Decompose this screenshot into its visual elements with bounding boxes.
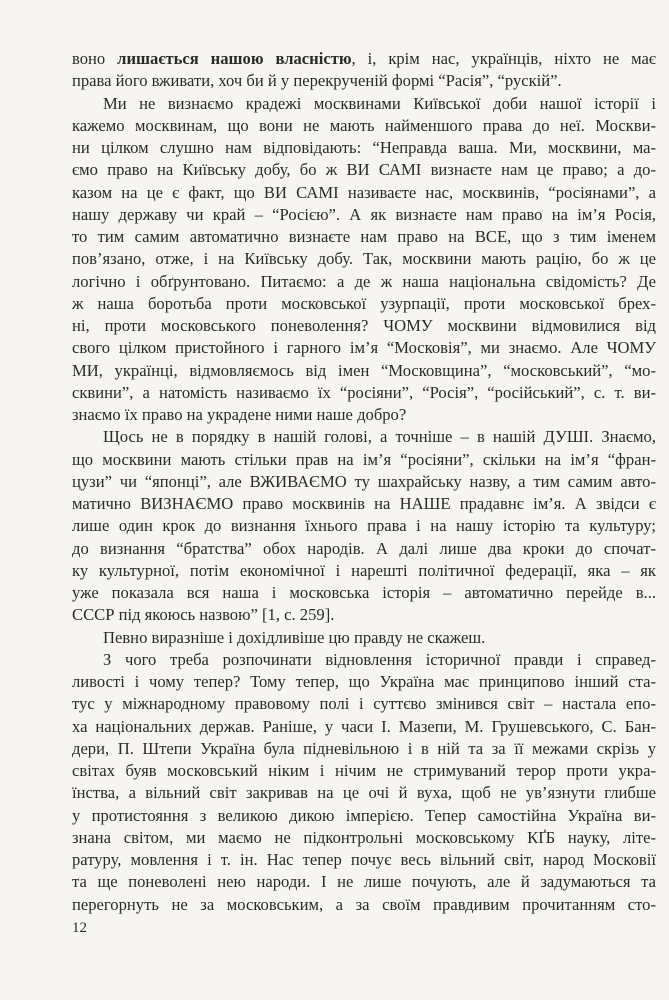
text-line: З чого треба розпочинати відновлення історичної правди і справед-: [103, 649, 656, 669]
text-segment: , і, крім нас, українців, ніхто не має: [351, 49, 656, 68]
text-line: уже показала вся наша і московська історія – автоматично перейде в...: [72, 583, 656, 602]
text-line: казом на це є факт, що ВИ САМІ називаєте нас, москвинів, “росіянами”, а: [72, 182, 656, 202]
text-line: логічно і обґрунтовано. Питаємо: а де ж наша національна свідомість? Де: [72, 271, 656, 291]
text-line: у протистояння з великою дикою імперією. Тепер самостійна Україна ви-: [72, 805, 656, 825]
paragraph: [72, 627, 656, 649]
text-line: пов’язано, отже, і на Київську добу. Так, москвини мають рацію, бо ж це: [72, 249, 656, 269]
text-line: СССР під якоюсь назвою” [1, с. 259].: [72, 605, 335, 625]
page-body-text: [72, 48, 656, 916]
text-line: Ми не визнаємо крадежі москвинами Київської доби нашої історії і: [103, 93, 656, 113]
text-line: ратуру, мовлення і т. ін. Нас тепер почує весь вільний світ, народ Московії: [72, 850, 656, 869]
paragraph: [72, 426, 656, 626]
text-line: МИ, українці, відмовляємось від імен “Московщина”, “московський”, “мо-: [72, 360, 656, 380]
text-line: лише один крок до визнання їхнього права і на нашу історію та культуру;: [72, 516, 656, 536]
text-line: світах буяв московський ніким і нічим не стримуваний терор проти укра-: [72, 761, 656, 780]
text-line: ха національних держав. Раніше, у часи І. Мазепи, М. Грушевського, С. Бан-: [72, 716, 656, 736]
text-line: що москвини мають стільки прав на ім’я “росіяни”, скільки на ім’я “фран-: [72, 449, 656, 469]
text-line: ни цілком слушно нам відповідають: “Неправда ваша. Ми, москвини, ма-: [72, 138, 656, 157]
paragraph: [72, 93, 656, 427]
text-line: та ще поневолені нею народи. І не лише почують, але й задумаються та: [72, 872, 656, 892]
text-line: [72, 48, 656, 70]
bold-emphasis: лишається нашою власністю: [117, 49, 352, 68]
text-line: ж наша боротьба проти московської узурпації, проти московської брех-: [72, 293, 656, 313]
text-line: цузи” чи “японці”, але ВЖИВАЄМО ту шахрайську назву, а тим самим авто-: [72, 471, 656, 491]
text-segment: воно: [72, 49, 118, 68]
text-line: Щось не в порядку в нашій голові, а точніше – в нашій ДУШІ. Знаємо,: [103, 427, 656, 447]
text-line: ливості і чому тепер? Тому тепер, що Україна має принципово інший ста-: [72, 672, 656, 691]
text-line: сквини”, а натомість називаємо їх “росіяни”, “Росія”, “російський”, с. т. ви-: [72, 382, 656, 402]
page-number: 12: [72, 920, 87, 936]
text-line: ні, проти московського поневолення? ЧОМУ москвини відмовилися від: [72, 316, 656, 335]
text-line: права його вживати, хоч би й у перекрученій формі “Расія”, “рускій”.: [72, 71, 562, 91]
text-line: знаємо їх право на украдене ними наше добро?: [72, 405, 407, 424]
text-line: нашу державу чи край – “Росією”. А як визнаєте нам право на ім’я Росія,: [72, 204, 656, 224]
text-line: Певно виразніше і дохідливіше цю правду не скажеш.: [103, 627, 486, 647]
text-line: то тим самим автоматично визнаєте нам право на ВСЕ, що з тим іменем: [72, 227, 656, 246]
text-line: ку культурної, потім економічної і нарешті політичної федерації, яка – як: [72, 560, 656, 580]
text-line: перегорнуть не за московським, а за своїм правдивим прочитанням сто-: [72, 894, 656, 914]
text-line: тус у міжнародному правовому полі і суттєво змінився світ – настала епо-: [72, 694, 656, 714]
text-line: ємо право на Київську добу, бо ж ВИ САМІ визнаєте нам це право; а до-: [72, 160, 656, 180]
text-line: дери, П. Штепи Україна була підневільною і в ній та за її межами скрізь у: [72, 738, 656, 758]
text-line: знана світом, ми маємо не підконтрольні московському КҐБ науку, літе-: [72, 827, 656, 847]
text-line: їнства, а вільний світ закривав на це очі й вуха, щоб не ув’язнути глибше: [72, 783, 656, 803]
paragraph: [72, 649, 656, 916]
text-line: свого цілком пристойного і гарного ім’я “Московія”, ми знаємо. Але ЧОМУ: [72, 338, 656, 358]
paragraph: [72, 48, 656, 93]
text-line: кажемо москвинам, що вони не мають найменшого права до неї. Москви-: [72, 115, 656, 135]
text-line: матично ВИЗНАЄМО право москвинів на НАШЕ прадавнє ім’я. А звідси є: [72, 494, 656, 513]
text-line: до визнання “братства” обох народів. А далі лише два кроки до спочат-: [72, 538, 656, 558]
